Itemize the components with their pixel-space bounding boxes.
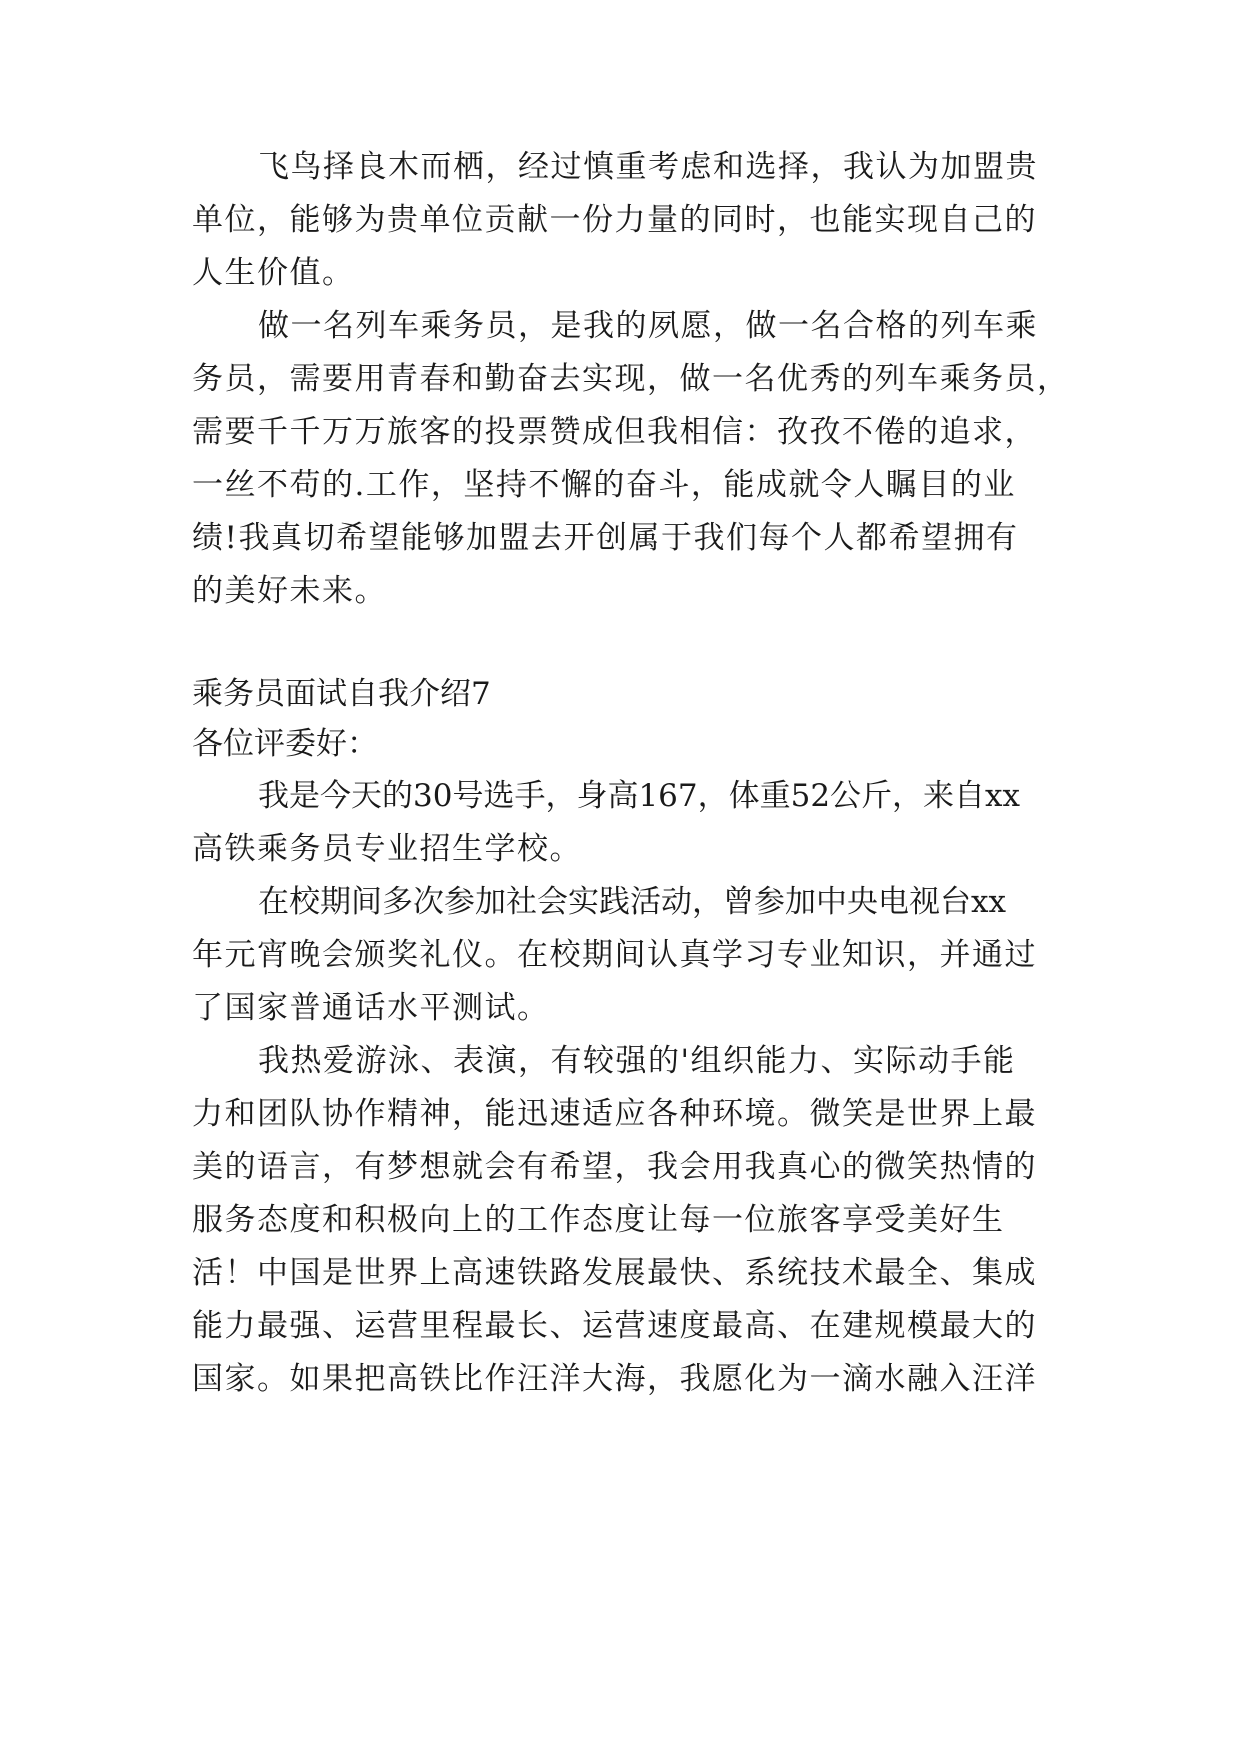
- s2-p3-line-4: 服务态度和积极向上的工作态度让每一位旅客享受美好生: [192, 1202, 1005, 1238]
- s1-p2-line-1: 做一名列车乘务员，是我的夙愿，做一名合格的列车乘: [258, 308, 1038, 344]
- s1-p2-line-2: 务员，需要用青春和勤奋去实现，做一名优秀的列车乘务员，: [192, 361, 1070, 397]
- s1-p1-line-3: 人生价值。: [192, 255, 355, 291]
- greeting: 各位评委好：: [192, 726, 378, 762]
- section-heading: 乘务员面试自我介绍7: [192, 676, 491, 712]
- s1-p2-line-4: 一丝不苟的.工作，坚持不懈的奋斗，能成就令人瞩目的业: [192, 467, 1016, 503]
- s2-p3-line-6: 能力最强、运营里程最长、运营速度最高、在建规模最大的: [192, 1308, 1037, 1344]
- s1-p2-line-6: 的美好未来。: [192, 573, 387, 609]
- s2-p2-line-1: 在校期间多次参加社会实践活动，曾参加中央电视台xx: [258, 884, 1006, 920]
- s1-p2-line-5: 绩!我真切希望能够加盟去开创属于我们每个人都希望拥有: [192, 520, 1019, 556]
- s2-p3-line-2: 力和团队协作精神，能迅速适应各种环境。微笑是世界上最: [192, 1096, 1037, 1132]
- s1-p2-line-3: 需要千千万万旅客的投票赞成但我相信：孜孜不倦的追求，: [192, 414, 1037, 450]
- s2-p1-line-1: 我是今天的30号选手，身高167，体重52公斤，来自xx: [258, 778, 1021, 814]
- s2-p3-line-1: 我热爱游泳、表演，有较强的'组织能力、实际动手能: [258, 1043, 1016, 1079]
- s2-p2-line-2: 年元宵晚会颁奖礼仪。在校期间认真学习专业知识，并通过: [192, 937, 1037, 973]
- s2-p1-line-2: 高铁乘务员专业招生学校。: [192, 831, 582, 867]
- s1-p1-line-2: 单位，能够为贵单位贡献一份力量的同时，也能实现自己的: [192, 202, 1037, 238]
- s2-p2-line-3: 了国家普通话水平测试。: [192, 990, 550, 1026]
- s2-p3-line-5: 活！中国是世界上高速铁路发展最快、系统技术最全、集成: [192, 1255, 1037, 1291]
- s1-p1-line-1: 飞鸟择良木而栖，经过慎重考虑和选择，我认为加盟贵: [258, 149, 1038, 185]
- s2-p3-line-7: 国家。如果把高铁比作汪洋大海，我愿化为一滴水融入汪洋: [192, 1361, 1037, 1397]
- s2-p3-line-3: 美的语言，有梦想就会有希望，我会用我真心的微笑热情的: [192, 1149, 1037, 1185]
